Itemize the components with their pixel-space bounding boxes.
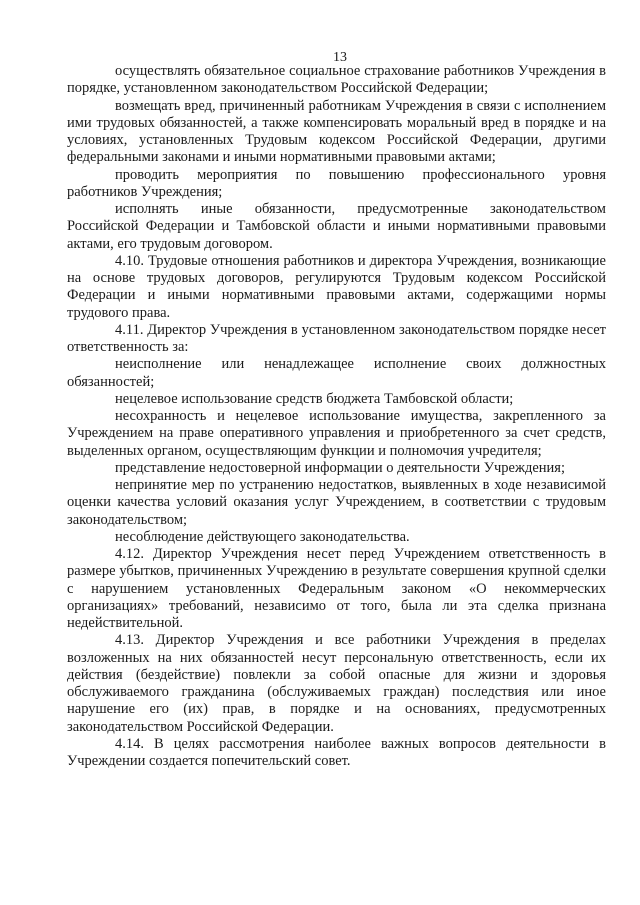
paragraph: нецелевое использование средств бюджета Тамбовской области; (115, 390, 514, 407)
paragraph: несохранность и нецелевое использование имущества, закрепленного за Учреждением на праве оперативного управления и приобретенного за счет средств, выделенных органом, осуществляющим функции и полномочия учредителя; (67, 408, 606, 459)
section-4-10: 4.10. Трудовые отношения работников и директора Учреждения, возникающие на основе трудовых договоров, регулируются Трудовым кодексом Российской Федерации и иными нормативными правовыми актами, содержащими нормы трудового права. (67, 252, 606, 321)
paragraph: неисполнение или ненадлежащее исполнение своих должностных обязанностей; (67, 356, 606, 390)
section-4-11: 4.11. Директор Учреждения в установленном законодательством порядке несет ответственность за: (67, 321, 606, 355)
paragraph: несоблюдение действующего законодательства. (115, 528, 410, 545)
paragraph: представление недостоверной информации о деятельности Учреждения; (115, 459, 566, 476)
page-number: 13 (333, 50, 347, 65)
section-4-12: 4.12. Директор Учреждения несет перед Учреждением ответственность в размере убытков, причиненных Учреждению в результате совершения крупной сделки с нарушением установленных Федеральным законом «О некоммерческих организациях» требований, независимо от того, была ли эта сделка признана недействительной. (67, 546, 606, 631)
paragraph: осуществлять обязательное социальное страхование работников Учреждения в порядке, установленном законодательством Российской Федерации; (67, 63, 606, 97)
paragraph: проводить мероприятия по повышению профессионального уровня работников Учреждения; (67, 166, 606, 200)
document-body (67, 63, 606, 770)
paragraph: возмещать вред, причиненный работникам Учреждения в связи с исполнением ими трудовых обязанностей, а также компенсировать моральный вред в порядке и на условиях, установленных Трудовым кодексом Российской Федерации, другими федеральными законами и иными нормативными правовыми актами; (67, 97, 606, 166)
paragraph: исполнять иные обязанности, предусмотренные законодательством Российской Федерации и Тамбовской области и иными нормативными правовыми актами, его трудовым договором. (67, 201, 606, 252)
section-4-13: 4.13. Директор Учреждения и все работники Учреждения в пределах возложенных на них обязанностей несут персональную ответственность, если их действия (бездействие) повлекли за собой опасные для жизни и здоровья обслуживаемого гражданина (обслуживаемых граждан) последствия или иное нарушение его (их) прав, в порядке и на основаниях, предусмотренных законодательством Российской Федерации. (67, 632, 606, 735)
section-4-14: 4.14. В целях рассмотрения наиболее важных вопросов деятельности в Учреждении создается попечительский совет. (67, 735, 606, 769)
paragraph: непринятие мер по устранению недостатков, выявленных в ходе независимой оценки качества условий оказания услуг Учреждением, в соответствии с трудовым законодательством; (67, 477, 606, 528)
